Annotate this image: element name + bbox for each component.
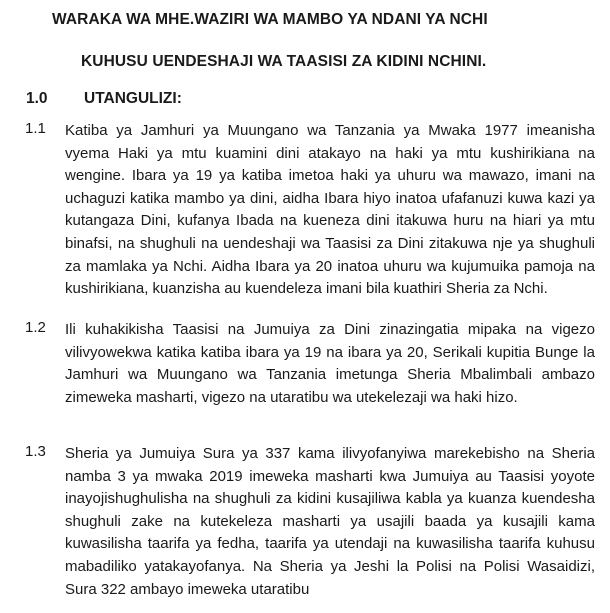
paragraph-text: Katiba ya Jamhuri ya Muungano wa Tanzania ya Mwaka 1977 imeanisha vyema Haki ya mtu kuamini dini atakayo na haki ya mtu kushirikiana na wengine. Ibara ya 19 ya katiba imetoa haki ya uhuru wa mawazo, imani na uchaguzi katika mambo ya dini, aidha Ibara hiyo inatoa ufafanuzi kuwa kazi ya kutangaza Dini, kufanya Ibada na kueneza dini itakuwa huru na hiari ya mtu binafsi, na shughuli na uendeshaji wa Taasisi za Dini zitakuwa nje ya shughuli za mamlaka ya Nchi. Aidha Ibara ya 20 inatoa uhuru wa kujumuika pamoja na kushirikiana, kuanzisha au kuendeleza imani bila kuathiri Sheria za Nchi.	[65, 122, 595, 298]
document-title-line-1: WARAKA WA MHE.WAZIRI WA MAMBO YA NDANI YA NCHI	[52, 11, 488, 28]
document-title-line-2: KUHUSU UENDESHAJI WA TAASISI ZA KIDINI NCHINI.	[81, 53, 487, 70]
paragraph-number: 1.1	[25, 120, 46, 137]
paragraph-number: 1.2	[25, 319, 46, 336]
paragraph-text: Ili kuhakikisha Taasisi na Jumuiya za Dini zinazingatia mipaka na vigezo vilivyowekwa katika katiba ibara ya 19 na ibara ya 20, Serikali kupitia Bunge la Jamhuri wa Muungano wa Tanzania imetunga Sheria Mbalimbali ambazo zimeweka masharti, vigezo na utaratibu wa utekelezaji wa haki hizo.	[65, 321, 595, 406]
paragraph-number: 1.3	[25, 443, 46, 460]
section-number: 1.0	[26, 90, 48, 107]
paragraph-text: Sheria ya Jumuiya Sura ya 337 kama ilivyofanyiwa marekebisho na Sheria namba 3 ya mwaka 2019 imeweka masharti kwa Jumuiya au Taasisi yoyote inayojishughulisha na shughuli za kidini kusajiliwa kabla ya kuanza kuendesha shughuli zake na kutekeleza masharti ya usajili baada ya kusajili kama kuwasilisha taarifa ya fedha, taarifa ya utendaji na kuwasilisha taarifa kuhusu mabadiliko yatakayofanya. Na Sheria ya Jeshi la Polisi na Polisi Wasaidizi, Sura 322 ambayo imeweka utaratibu	[65, 445, 595, 598]
section-title: UTANGULIZI:	[84, 90, 182, 107]
